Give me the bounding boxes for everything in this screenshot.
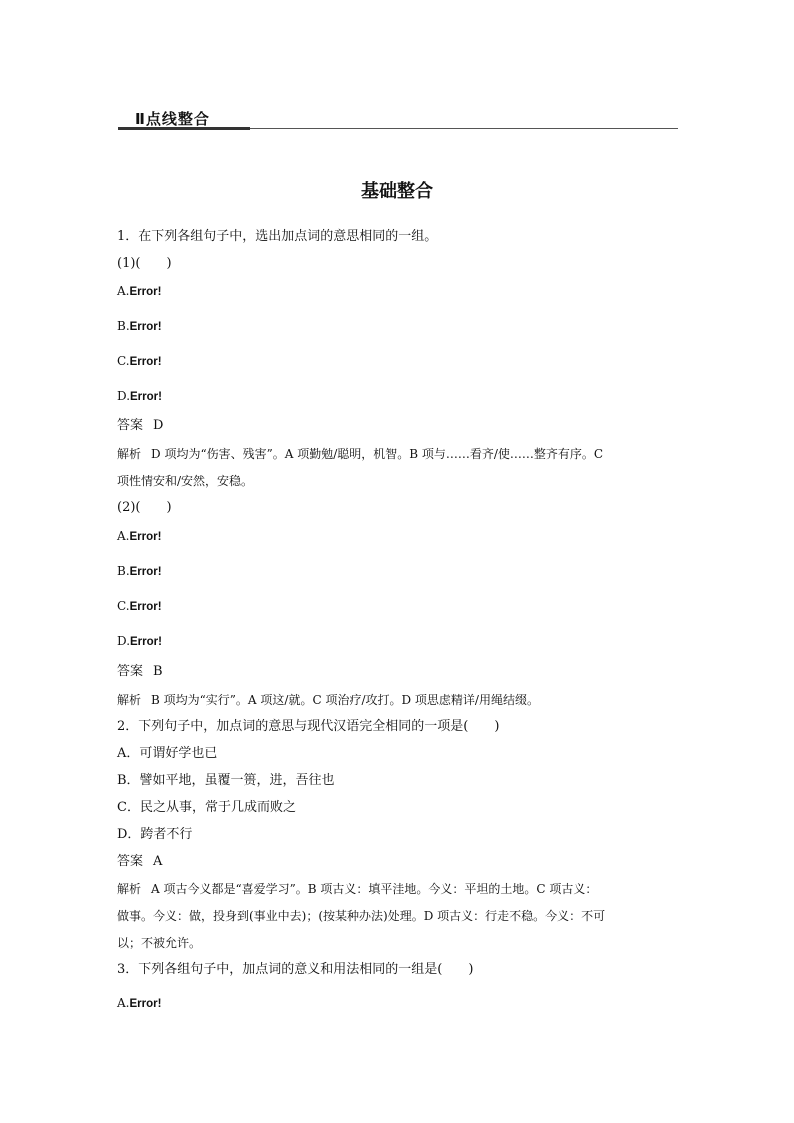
q1-sub1-answer: 答案 D	[117, 418, 164, 433]
q1-sub1-analysis-cont: 项性情安和/安然，安稳。	[117, 474, 254, 488]
q2-answer: 答案 A	[117, 854, 163, 869]
q2-analysis-cont2: 以；不被允许。	[117, 936, 202, 950]
q1-stem: 1．在下列各组句子中，选出加点词的意思相同的一组。	[117, 229, 438, 244]
q3-stem: 3．下列各组句子中，加点词的意义和用法相同的一组是( )	[117, 962, 474, 977]
q1-sub1-analysis: 解析 D 项均为“伤害、残害”。A 项勤勉/聪明，机智。B 项与……看齐/使……整齐有序。C	[117, 447, 604, 461]
q2-option-c: C．民之从事，常于几成而败之	[117, 800, 296, 815]
q1-sub2-answer: 答案 B	[117, 664, 163, 679]
q1-sub2-analysis: 解析 B 项均为“实行”。A 项这/就。C 项治疗/攻打。D 项思虑精详/用绳结缀。	[117, 693, 539, 707]
section-header	[118, 108, 678, 132]
q1-sub2-option-b: B.Error!	[117, 564, 162, 578]
q1-sub2-option-d: D.Error!	[117, 634, 162, 648]
q2-analysis-cont1: 做事。今义：做，投身到(事业中去)；(按某种办法)处理。D 项古义：行走不稳。今义：不可	[117, 909, 606, 923]
q1-sub2-option-c: C.Error!	[117, 599, 162, 613]
q2-option-b: B．譬如平地，虽覆一篑，进，吾往也	[117, 773, 335, 788]
q1-sub1-option-a: A.Error!	[117, 284, 162, 298]
q1-sub2-option-a: A.Error!	[117, 529, 162, 543]
page-title: 基础整合	[361, 181, 433, 202]
q2-stem: 2．下列句子中，加点词的意思与现代汉语完全相同的一项是( )	[117, 719, 500, 734]
q1-sub1-option-c: C.Error!	[117, 354, 162, 368]
q1-sub1-label: (1)( )	[117, 256, 172, 271]
q2-option-a: A．可谓好学也已	[117, 746, 218, 761]
q1-sub2-label: (2)( )	[117, 500, 172, 515]
q2-analysis: 解析 A 项古今义都是“喜爱学习”。B 项古义：填平洼地。今义：平坦的土地。C 项古义：	[117, 882, 598, 896]
section-label: Ⅱ点线整合	[135, 110, 210, 128]
q1-sub1-option-b: B.Error!	[117, 319, 162, 333]
q3-option-a: A.Error!	[117, 996, 162, 1010]
q1-sub1-option-d: D.Error!	[117, 389, 162, 403]
q2-option-d: D．跨者不行	[117, 827, 193, 842]
